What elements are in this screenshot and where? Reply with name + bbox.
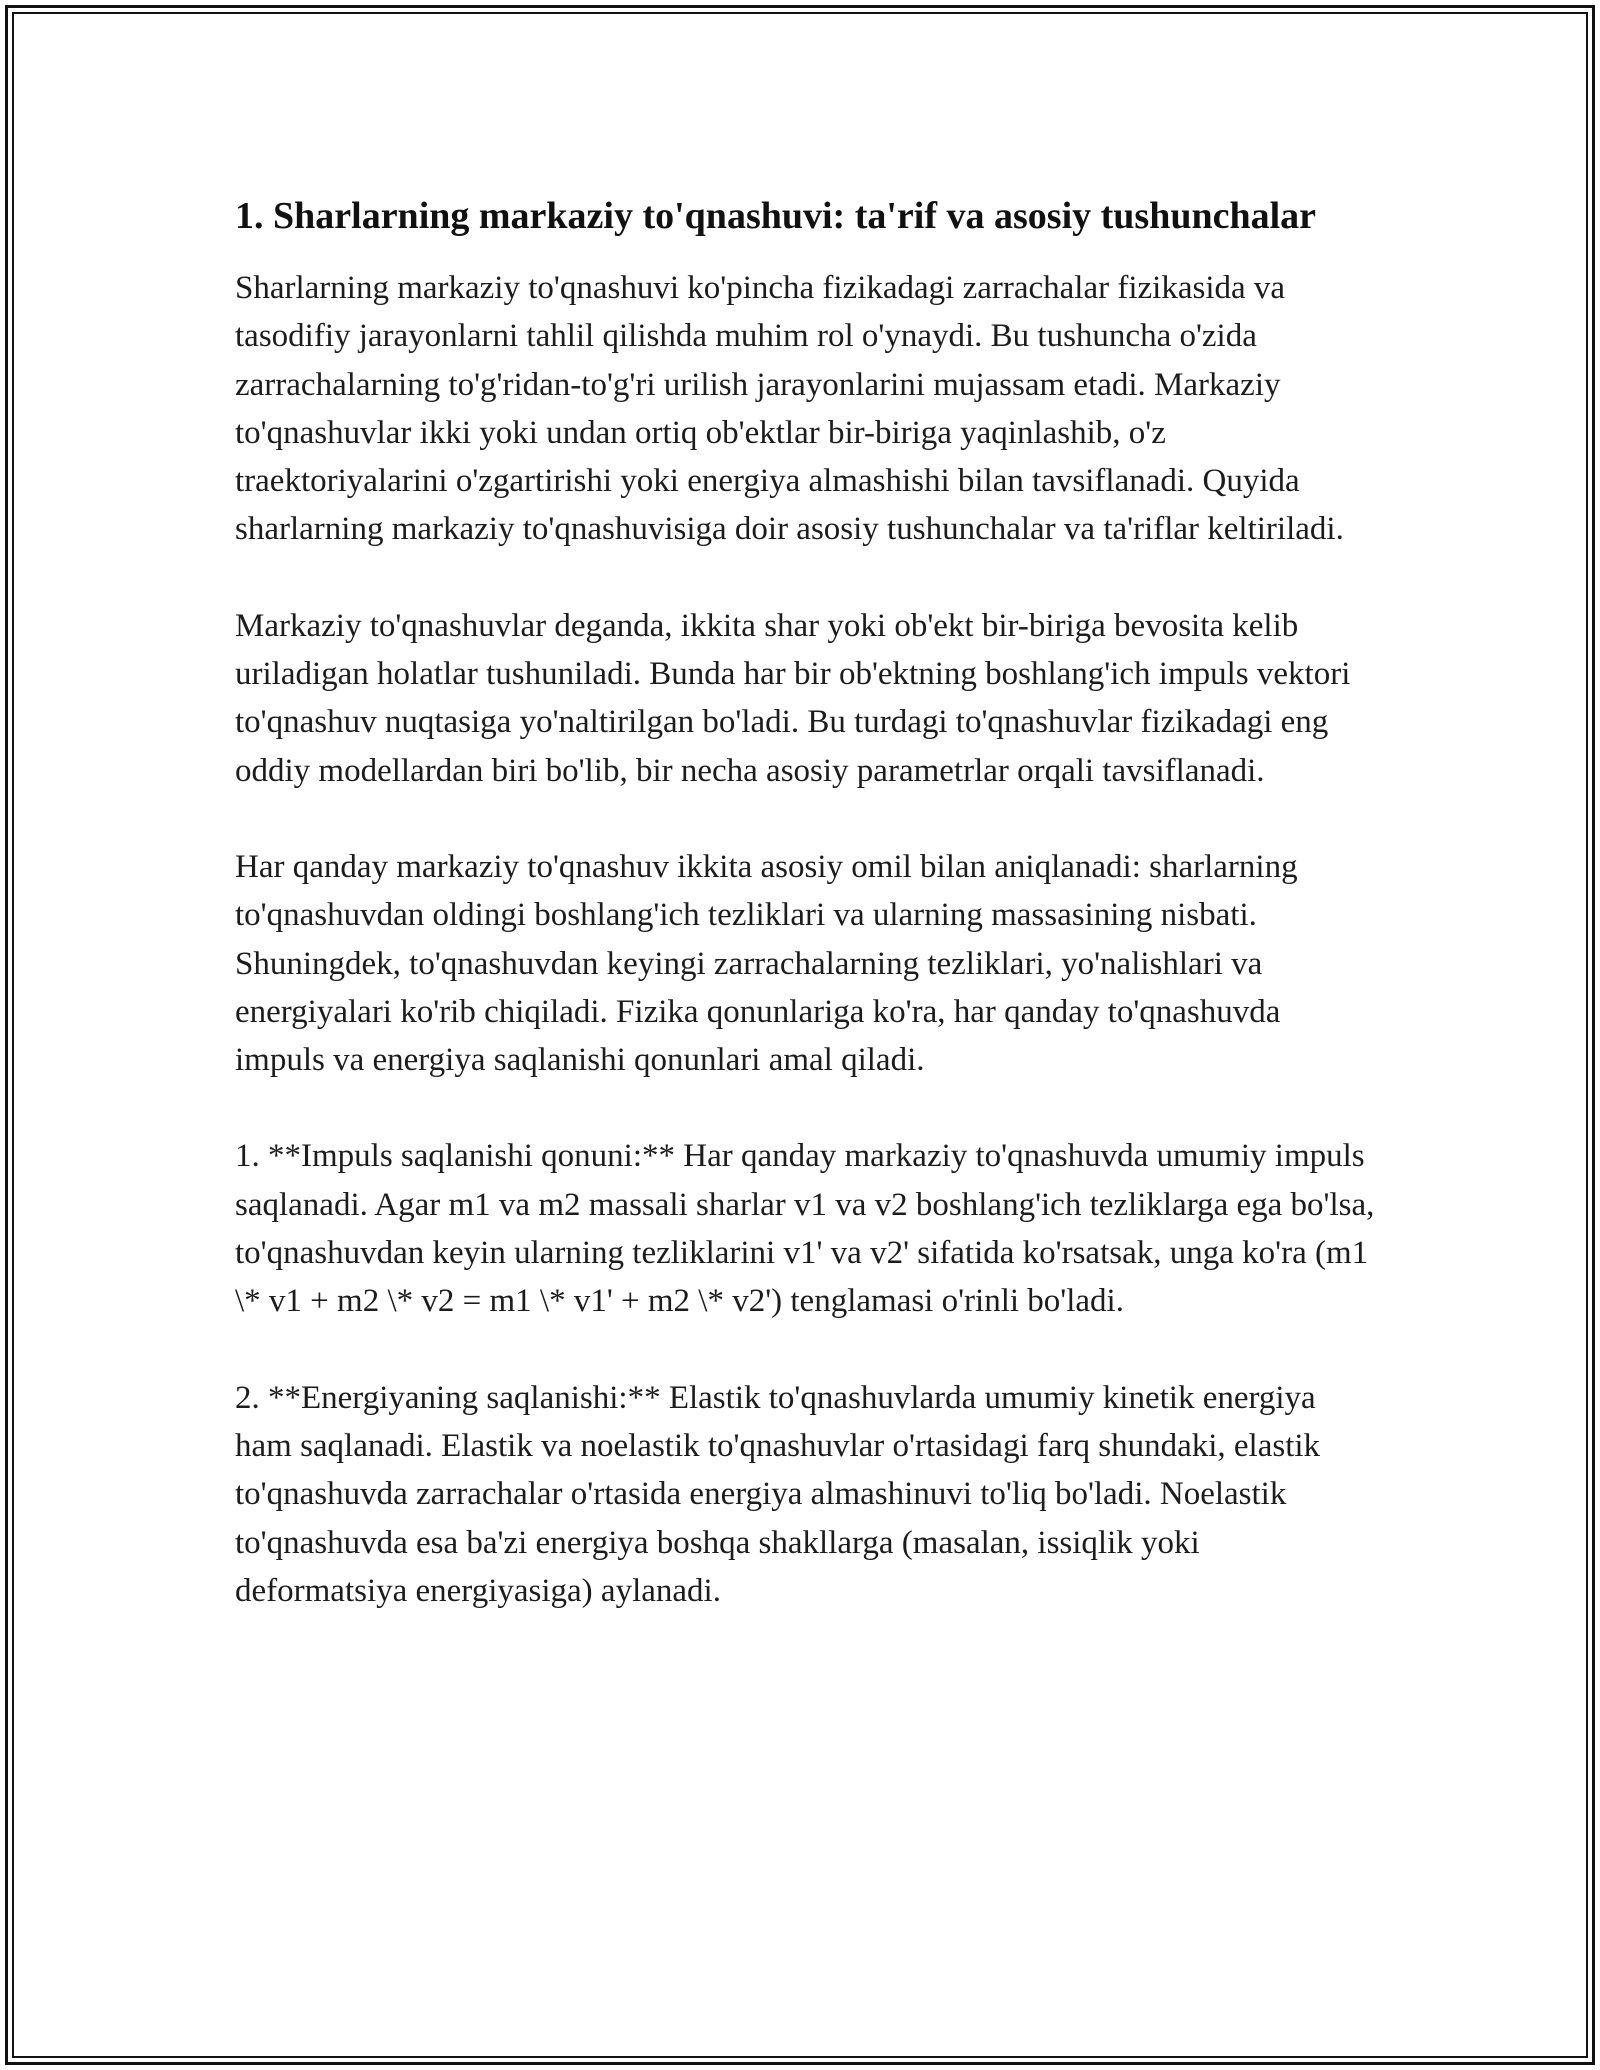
section-title: 1. Sharlarning markaziy to'qnashuvi: ta'rif va asosiy tushunchalar [235, 195, 1317, 237]
paragraph-factors: Har qanday markaziy to'qnashuv ikkita asosiy omil bilan aniqlanadi: sharlarning to'qnashuvdan oldingi boshlang'ich tezliklari va ularning massasining nisbati. Shuningdek, to'qnashuvdan keyingi zarrachalarning tezliklari, yo'nalishlari va energiyalari ko'rib chiqiladi. Fizika qonunlariga ko'ra, har qanday to'qnashuvda impuls va energiya saqlanishi qonunlari amal qiladi. [235, 848, 1298, 1079]
paragraph-definition: Markaziy to'qnashuvlar deganda, ikkita shar yoki ob'ekt bir-biriga bevosita kelib uriladigan holatlar tushuniladi. Bunda har bir ob'ektning boshlang'ich impuls vektori to'qnashuv nuqtasiga yo'naltirilgan bo'ladi. Bu turdagi to'qnashuvlar fizikadagi eng oddiy modellardan biri bo'lib, bir necha asosiy parametrlar orqali tavsiflanadi. [235, 607, 1351, 789]
paragraph-energy-law: 2. **Energiyaning saqlanishi:** Elastik to'qnashuvlarda umumiy kinetik energiya ham saqlanadi. Elastik va noelastik to'qnashuvlar o'rtasidagi farq shundaki, elastik to'qnashuvda zarrachalar o'rtasida energiya almashinuvi to'liq bo'ladi. Noelastik to'qnashuvda esa ba'zi energiya boshqa shakllarga (masalan, issiqlik yoki deformatsiya energiyasiga) aylanadi. [235, 1379, 1321, 1609]
paragraph-intro: Sharlarning markaziy to'qnashuvi ko'pincha fizikadagi zarrachalar fizikasida va tasodifiy jarayonlarni tahlil qilishda muhim rol o'ynaydi. Bu tushuncha o'zida zarrachalarning to'g'ridan-to'g'ri urilish jarayonlarini mujassam etadi. Markaziy to'qnashuvlar ikki yoki undan ortiq ob'ektlar bir-biriga yaqinlashib, o'z traektoriyalarini o'zgartirishi yoki energiya almashishi bilan tavsiflanadi. Quyida sharlarning markaziy to'qnashuvisiga doir asosiy tushunchalar va ta'riflar keltiriladi. [235, 270, 1344, 548]
paragraph-momentum-law: 1. **Impuls saqlanishi qonuni:** Har qanday markaziy to'qnashuvda umumiy impuls saqlanadi. Agar m1 va m2 massali sharlar v1 va v2 boshlang'ich tezliklarga ega bo'lsa, to'qnashuvdan keyin ularning tezliklarini v1' va v2' sifatida ko'rsatsak, unga ko'ra (m1 \* v1 + m2 \* v2 = m1 \* v1' + m2 \* v2') tenglamasi o'rinli bo'ladi. [235, 1138, 1375, 1320]
document-body [235, 188, 1375, 1663]
